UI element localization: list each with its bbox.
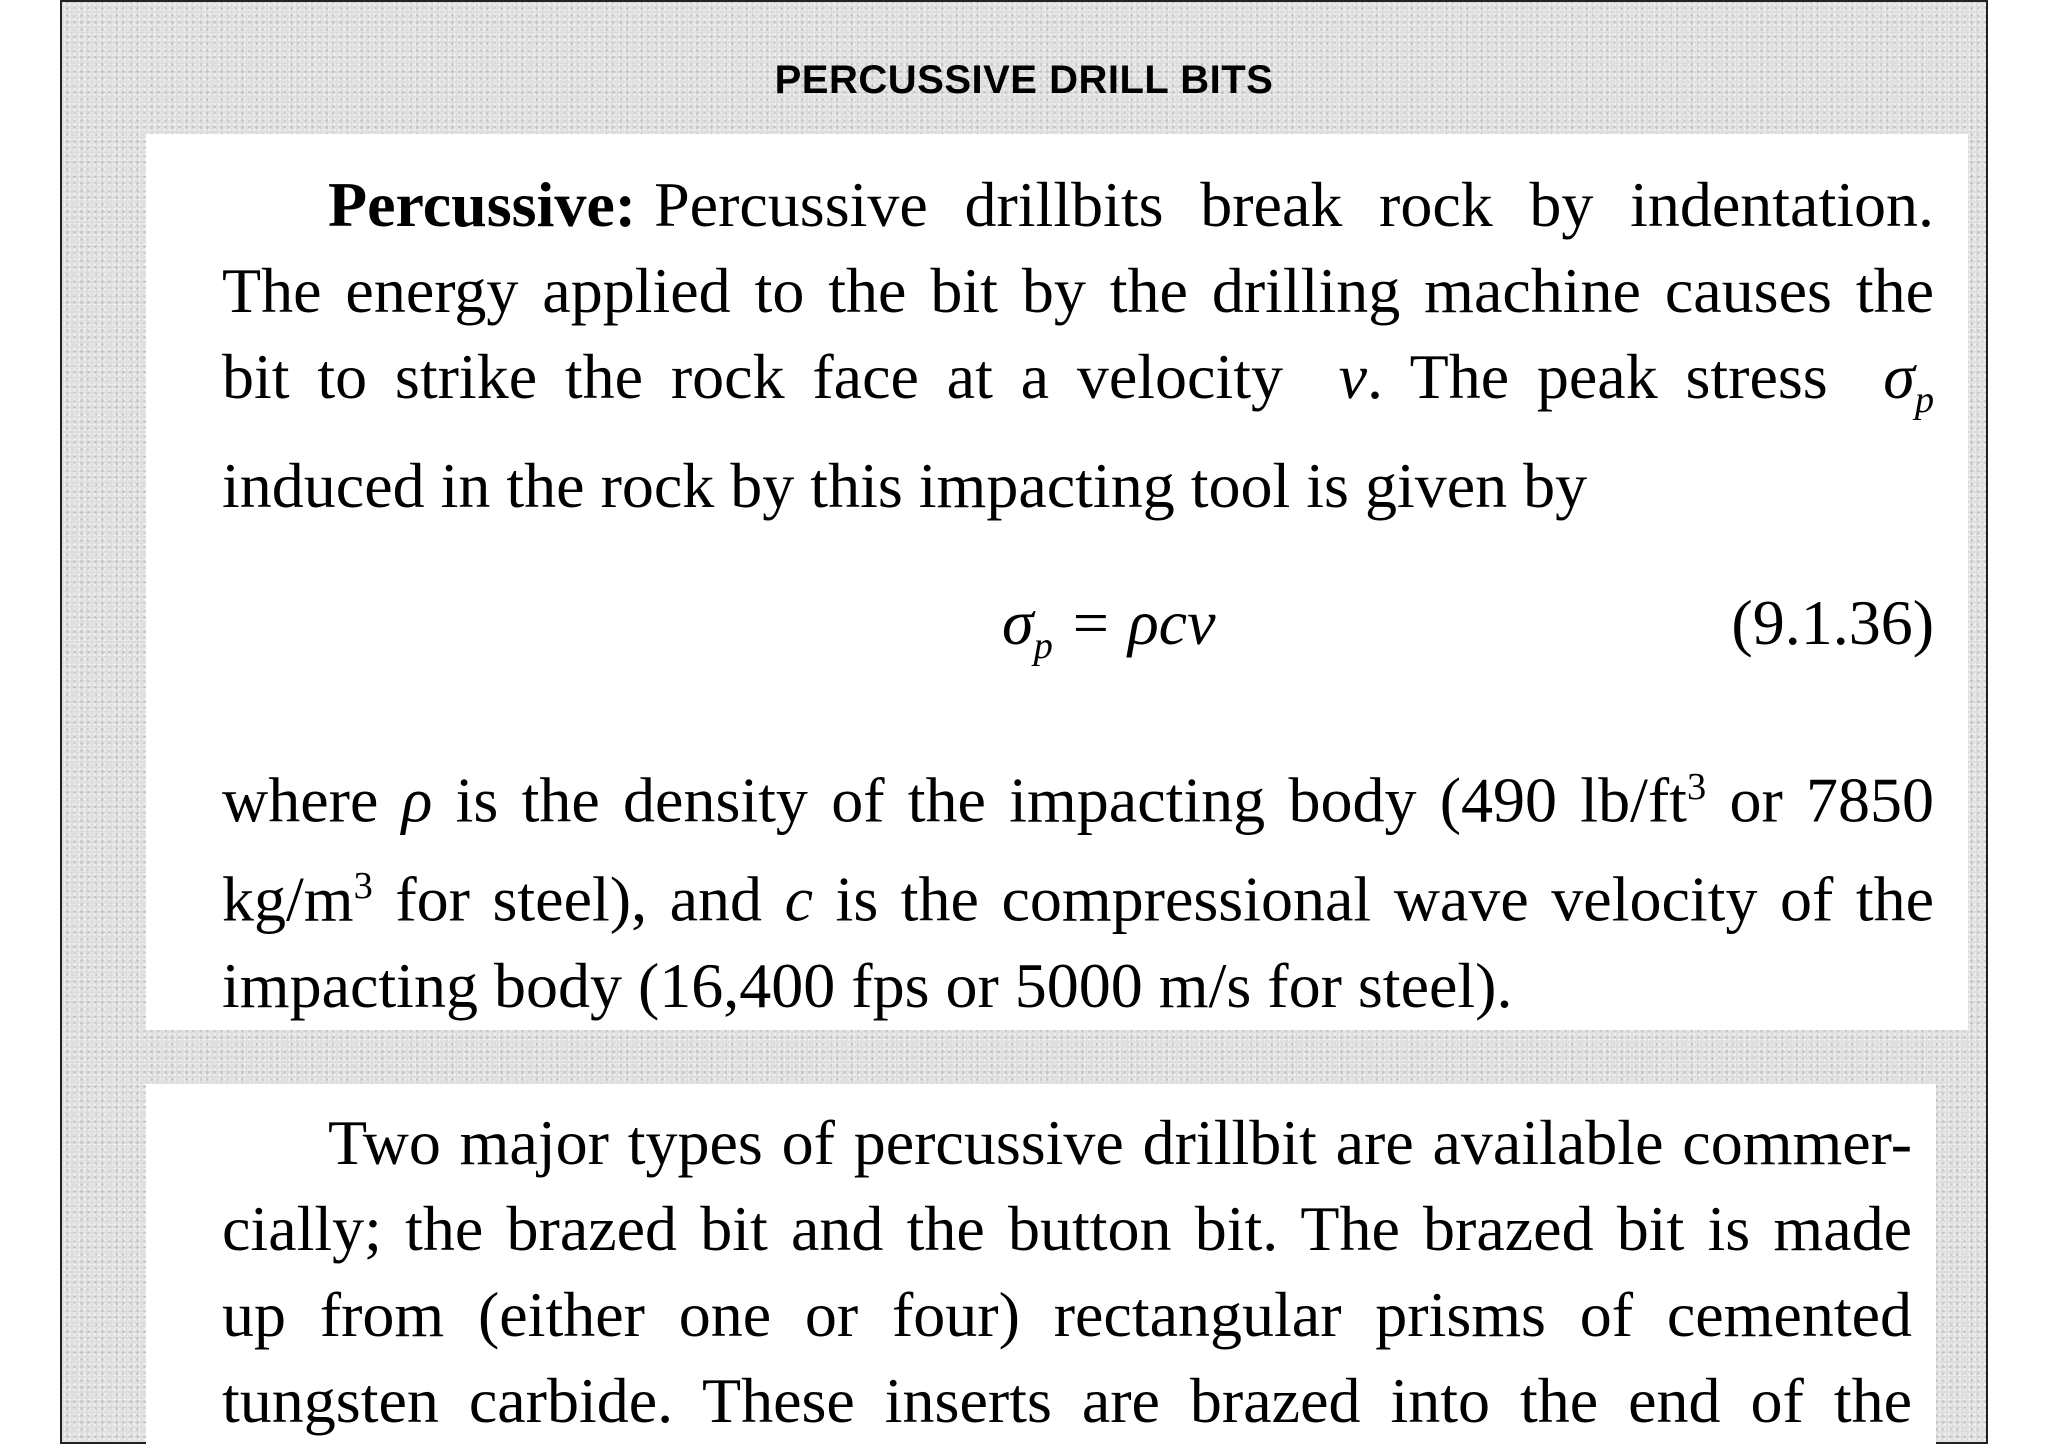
text-line <box>222 1358 1912 1444</box>
equation-lhs: σ <box>1002 587 1034 658</box>
variable-c: c <box>784 863 813 935</box>
text-span <box>222 744 1934 843</box>
text-span: Percussive drillbits break rock by indentation. <box>654 169 1934 240</box>
text-span: bit to strike the rock face at a velocity <box>222 341 1283 412</box>
variable-rho: ρ <box>401 764 433 836</box>
sigma-symbol: σ <box>1883 341 1915 412</box>
text-span: . The peak stress <box>1366 341 1828 412</box>
equation-lhs-subscript: p <box>1033 624 1053 667</box>
text-span: Two major types of percussive drillbit are available commer- <box>328 1107 1912 1178</box>
text-span: kg/m <box>222 863 354 935</box>
text-span <box>222 334 1934 443</box>
text-line <box>222 443 1934 529</box>
paragraph-intro <box>222 162 1934 529</box>
equation-number: (9.1.36) <box>1731 587 1934 658</box>
equation <box>1002 586 1215 668</box>
lead-term: Percussive: <box>328 169 637 240</box>
symbol-sigma-p <box>1883 341 1935 421</box>
text-line <box>222 843 1934 942</box>
text-span: cially; the brazed bit and the button bit. The brazed bit is made <box>222 1193 1912 1264</box>
text-line <box>222 1100 1912 1186</box>
text-line <box>222 334 1934 443</box>
text-span <box>222 843 1934 942</box>
superscript-3: 3 <box>353 865 373 908</box>
text-line <box>222 744 1934 843</box>
text-line <box>222 943 1934 1029</box>
paragraph-where <box>222 744 1934 1029</box>
text-span: tungsten carbide. These inserts are brazed into the end of the <box>222 1365 1912 1436</box>
text-span: for steel), and <box>395 863 763 935</box>
slide <box>60 0 1988 1444</box>
text-line <box>222 248 1934 334</box>
text-panel-percussive <box>146 134 1968 1030</box>
text-line <box>222 1272 1912 1358</box>
text-span: is the compressional wave velocity of the <box>835 863 1935 935</box>
paragraph-types <box>222 1100 1912 1444</box>
equation-rhs: = ρcv <box>1052 587 1216 658</box>
text-panel-drillbit-types <box>146 1084 1936 1444</box>
subscript-p: p <box>1914 378 1935 421</box>
text-span: The energy applied to the bit by the drilling machine causes the <box>222 255 1934 326</box>
text-line <box>222 162 1934 248</box>
text-span: impacting body (16,400 fps or 5000 m/s for steel). <box>222 949 1513 1021</box>
slide-title: PERCUSSIVE DRILL BITS <box>774 58 1274 102</box>
text-line <box>222 1186 1912 1272</box>
text-span: is the density of the impacting body (490 lb/ft <box>455 764 1687 836</box>
text-span: up from (either one or four) rectangular prisms of cemented <box>222 1279 1912 1350</box>
text-span: induced in the rock by this impacting tool is given by <box>222 449 1588 521</box>
superscript-3: 3 <box>1686 766 1707 808</box>
equation-row <box>222 586 1934 676</box>
text-span: or 7850 <box>1729 764 1935 836</box>
text-span: where <box>222 764 379 836</box>
variable-v: v <box>1338 341 1367 412</box>
